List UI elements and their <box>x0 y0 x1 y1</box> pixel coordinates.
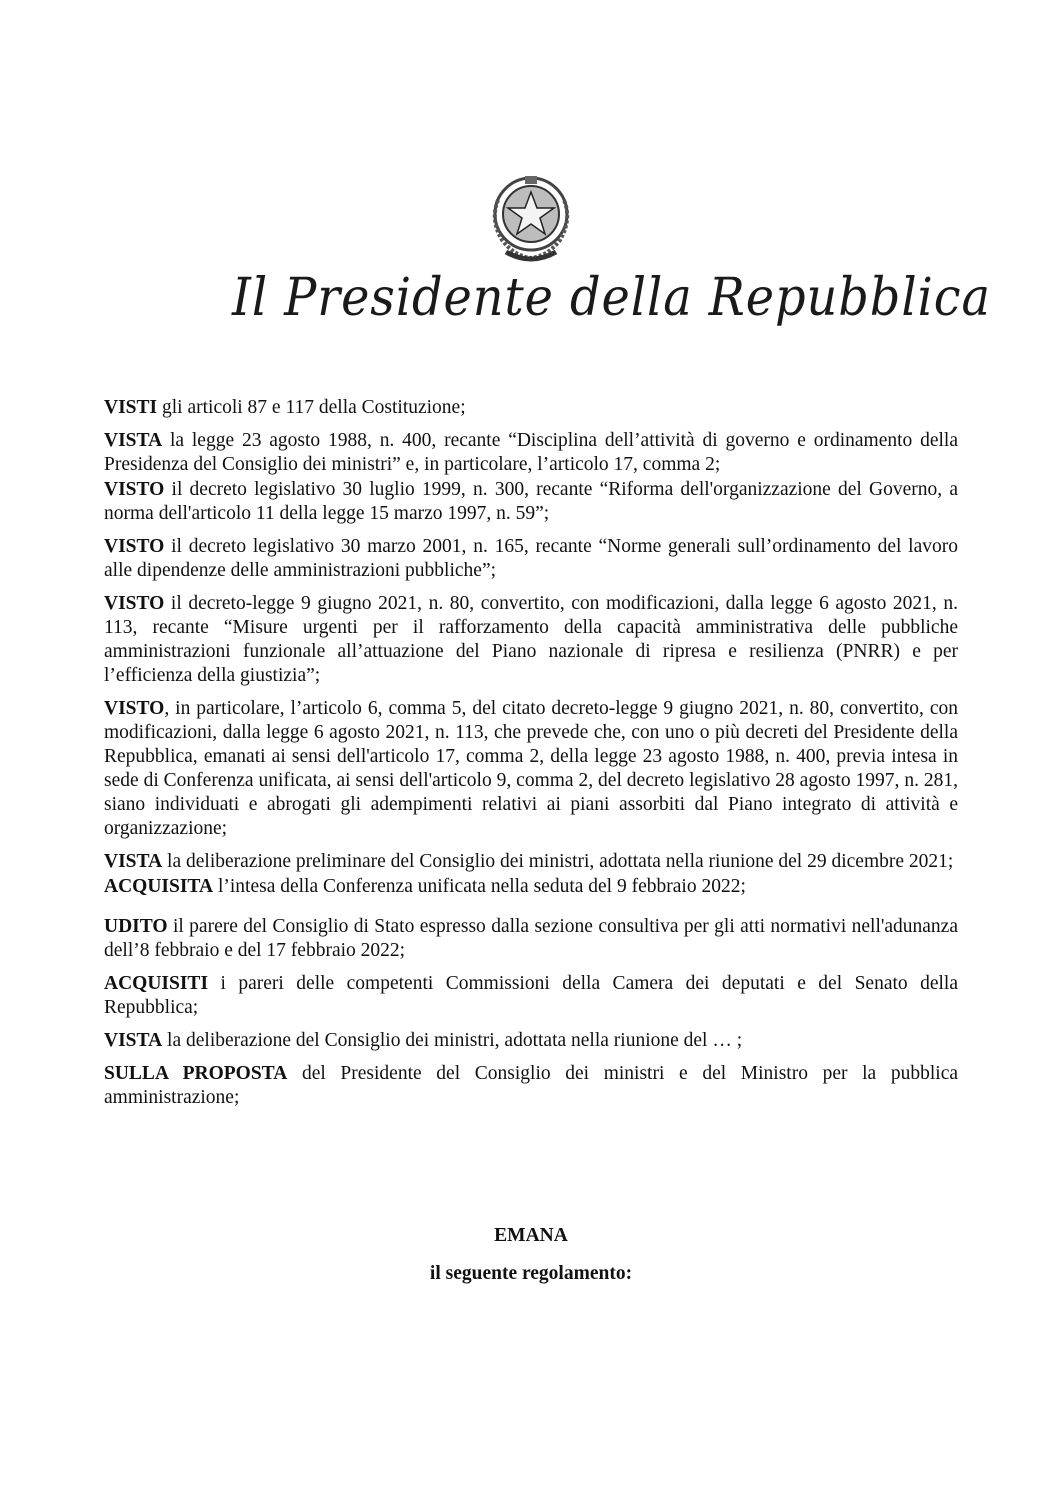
enactment-object: il seguente regolamento: <box>429 1263 633 1284</box>
preamble-paragraph: VISTO il decreto legislativo 30 marzo 2001, n. 165, recante “Norme generali sull’ordinamento del lavoro alle dipendenze delle amministrazioni pubbliche”; <box>104 536 958 581</box>
preamble-paragraph: VISTO, in particolare, l’articolo 6, comma 5, del citato decreto-legge 9 giugno 2021, n. 80, convertito, con modificazioni, dalla legge 6 agosto 2021, n. 113, che prevede che, con uno o più decreti del Presidente della Repubblica, emanati ai sensi dell'articolo 17, comma 2, della legge 23 agosto 1988, n. 400, previa intesa in sede di Conferenza unificata, ai sensi dell'articolo 9, comma 2, del decreto legislativo 28 agosto 1997, n. 281, siano individuati e abrogati gli adempimenti relativi ai piani assorbiti dal Piano integrato di attività e organizzazione; <box>104 698 958 839</box>
preamble-paragraph: VISTO il decreto-legge 9 giugno 2021, n. 80, convertito, con modificazioni, dalla legge 6 agosto 2021, n. 113, recante “Misure urgenti per il rafforzamento della capacità amministrativa delle pubbliche amministrazioni funzionale all’attuazione del Piano nazionale di ripresa e resilienza (PNRR) e per l’efficienza della giustizia”; <box>104 593 958 686</box>
preamble-paragraph: SULLA PROPOSTA del Presidente del Consiglio dei ministri e del Ministro per la pubblica amministrazione; <box>104 1063 958 1108</box>
preamble-paragraph: VISTA la deliberazione preliminare del Consiglio dei ministri, adottata nella riunione del 29 dicembre 2021; <box>104 851 954 872</box>
preamble-paragraph: VISTA la deliberazione del Consiglio dei ministri, adottata nella riunione del … ; <box>104 1030 743 1051</box>
preamble <box>104 396 958 1119</box>
preamble-paragraph: ACQUISITA l’intesa della Conferenza unificata nella seduta del 9 febbraio 2022; <box>104 876 746 897</box>
preamble-paragraph: VISTA la legge 23 agosto 1988, n. 400, recante “Disciplina dell’attività di governo e ordinamento della Presidenza del Consiglio dei ministri” e, in particolare, l’articolo 17, comma 2; <box>104 430 958 475</box>
page-title: Il Presidente della Repubblica <box>232 268 991 328</box>
preamble-paragraph: UDITO il parere del Consiglio di Stato espresso dalla sezione consultiva per gli atti normativi nell'adunanza dell’8 febbraio e del 17 febbraio 2022; <box>104 916 958 961</box>
preamble-paragraph: VISTI gli articoli 87 e 117 della Costituzione; <box>104 397 466 418</box>
preamble-paragraph: ACQUISITI i pareri delle competenti Commissioni della Camera dei deputati e del Senato della Repubblica; <box>104 973 958 1018</box>
italian-republic-emblem-icon <box>484 170 578 266</box>
enactment-verb: EMANA <box>494 1225 568 1246</box>
preamble-paragraph: VISTO il decreto legislativo 30 luglio 1999, n. 300, recante “Riforma dell'organizzazione del Governo, a norma dell'articolo 11 della legge 15 marzo 1997, n. 59”; <box>104 479 958 524</box>
